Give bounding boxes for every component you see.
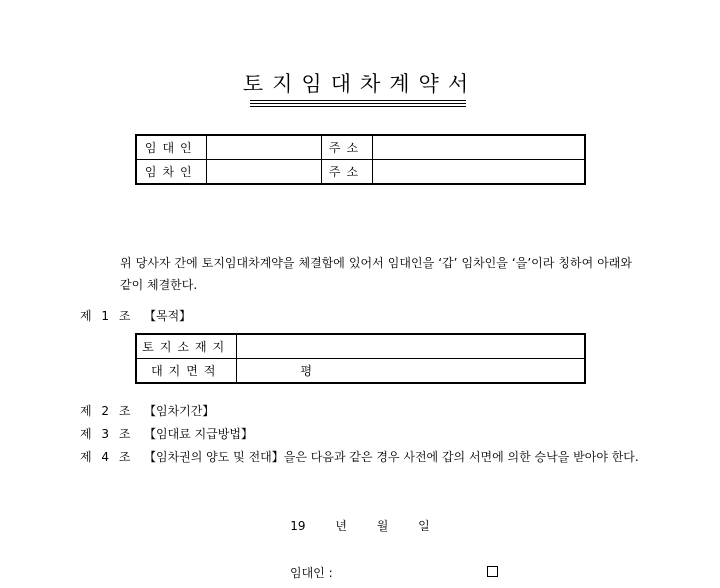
lessee-address-label: 주소 [321,160,372,185]
article-text: 【임차권의 양도 및 전대】을은 다음과 같은 경우 사전에 갑의 서면에 의한 승낙을 받아야 한다. [144,450,639,464]
intro-paragraph: 위 당사자 간에 토지임대차계약을 체결함에 있어서 임대인을 ‘갑’ 임차인을 ‘을’이라 칭하여 아래와 같이 체결한다. [120,256,632,292]
contract-date: 19 년 월 일 [290,519,430,533]
title-underline [250,100,466,101]
article-4 [80,446,640,468]
article-number: 제 1 조 [80,309,134,323]
land-location-row [136,334,585,359]
land-location-label: 토지소재지 [136,334,236,359]
article-text: 【목적】 [144,309,192,323]
land-area-label: 대지면적 [136,359,236,384]
land-location-field[interactable] [236,334,585,359]
article-text: 【임대료 지급방법】 [144,427,253,441]
lessee-name-field[interactable] [206,160,321,185]
land-area-field[interactable] [236,359,585,384]
article-number: 제 4 조 [80,450,134,464]
lessor-signature-label: 임대인 : [290,566,333,580]
lessor-address-label: 주소 [321,135,372,160]
lessee-label: 임차인 [136,160,206,185]
article-2 [80,400,640,422]
land-area-row [136,359,585,384]
lessor-row [136,135,585,160]
article-1 [80,305,640,327]
article-3 [80,423,640,445]
article-text: 【임차기간】 [144,404,215,418]
lessee-address-field[interactable] [372,160,585,185]
title-underline [250,106,466,107]
area-unit: 평 [300,364,313,378]
lessor-address-field[interactable] [372,135,585,160]
title-underline [250,103,466,104]
lessor-label: 임대인 [136,135,206,160]
land-table [135,333,586,384]
parties-table [135,134,586,185]
lessor-name-field[interactable] [206,135,321,160]
document-title: 토지임대차계약서 [242,72,478,96]
article-number: 제 2 조 [80,404,134,418]
seal-box-icon [487,566,498,577]
article-number: 제 3 조 [80,427,134,441]
lessee-row [136,160,585,185]
